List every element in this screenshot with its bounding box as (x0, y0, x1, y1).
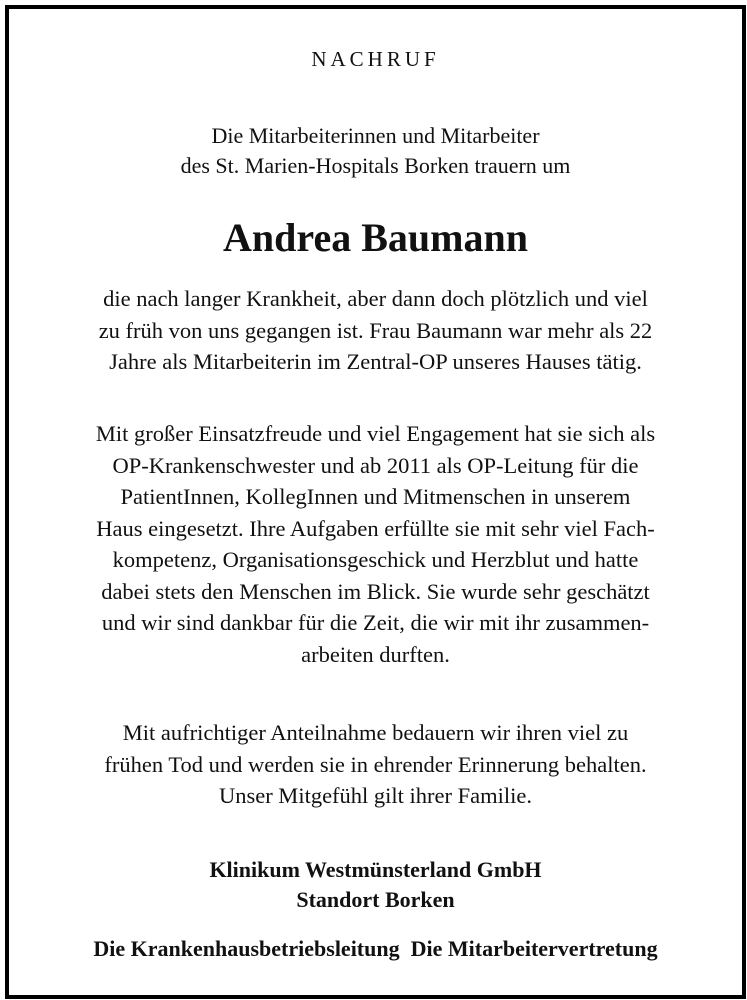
text-line: und wir sind dankbar für die Zeit, die wir mit ihr zusammen- (101, 610, 650, 635)
signers-line: Die Krankenhausbetriebsleitung Die Mitarbeitervertretung (93, 936, 658, 961)
organization-location: Standort Borken (296, 887, 455, 912)
intro-text (9, 121, 742, 181)
text-line: Mit aufrichtiger Anteilnahme bedauern wir ihren viel zu (122, 720, 629, 745)
paragraph-2 (9, 418, 742, 670)
intro-line: Die Mitarbeiterinnen und Mitarbeiter (211, 123, 540, 148)
paragraph-3 (9, 717, 742, 812)
paragraph-1 (9, 283, 742, 378)
text-line: zu früh von uns gegangen ist. Frau Baumann war mehr als 22 (98, 317, 653, 343)
text-line: dabei stets den Menschen im Blick. Sie wurde sehr geschätzt (101, 578, 650, 604)
text-line: arbeiten durften. (301, 641, 450, 667)
text-line: OP-Krankenschwester und ab 2011 als OP-Leitung für die (112, 452, 639, 478)
organization-name: Klinikum Westmünsterland GmbH (209, 857, 542, 882)
obituary-notice (5, 5, 746, 999)
text-line: Mit großer Einsatzfreude und viel Engagement hat sie sich als (95, 421, 656, 446)
organization-block (9, 855, 742, 915)
text-line: PatientInnen, KollegInnen und Mitmenschen in unserem (120, 484, 631, 509)
notice-heading: NACHRUF (311, 47, 440, 71)
text-line: Haus eingesetzt. Ihre Aufgaben erfüllte sie mit sehr viel Fach- (96, 515, 655, 541)
text-line: kompetenz, Organisationsgeschick und Herzblut und hatte (112, 547, 639, 572)
text-line: die nach langer Krankheit, aber dann doch plötzlich und viel (103, 286, 648, 311)
text-line: Jahre als Mitarbeiterin im Zentral-OP unseres Hauses tätig. (109, 349, 642, 374)
text-line: Unser Mitgefühl gilt ihrer Familie. (218, 783, 533, 808)
deceased-name: Andrea Baumann (223, 215, 528, 260)
intro-line: des St. Marien-Hospitals Borken trauern um (180, 153, 571, 178)
text-line: frühen Tod und werden sie in ehrender Erinnerung behalten. (104, 751, 647, 777)
